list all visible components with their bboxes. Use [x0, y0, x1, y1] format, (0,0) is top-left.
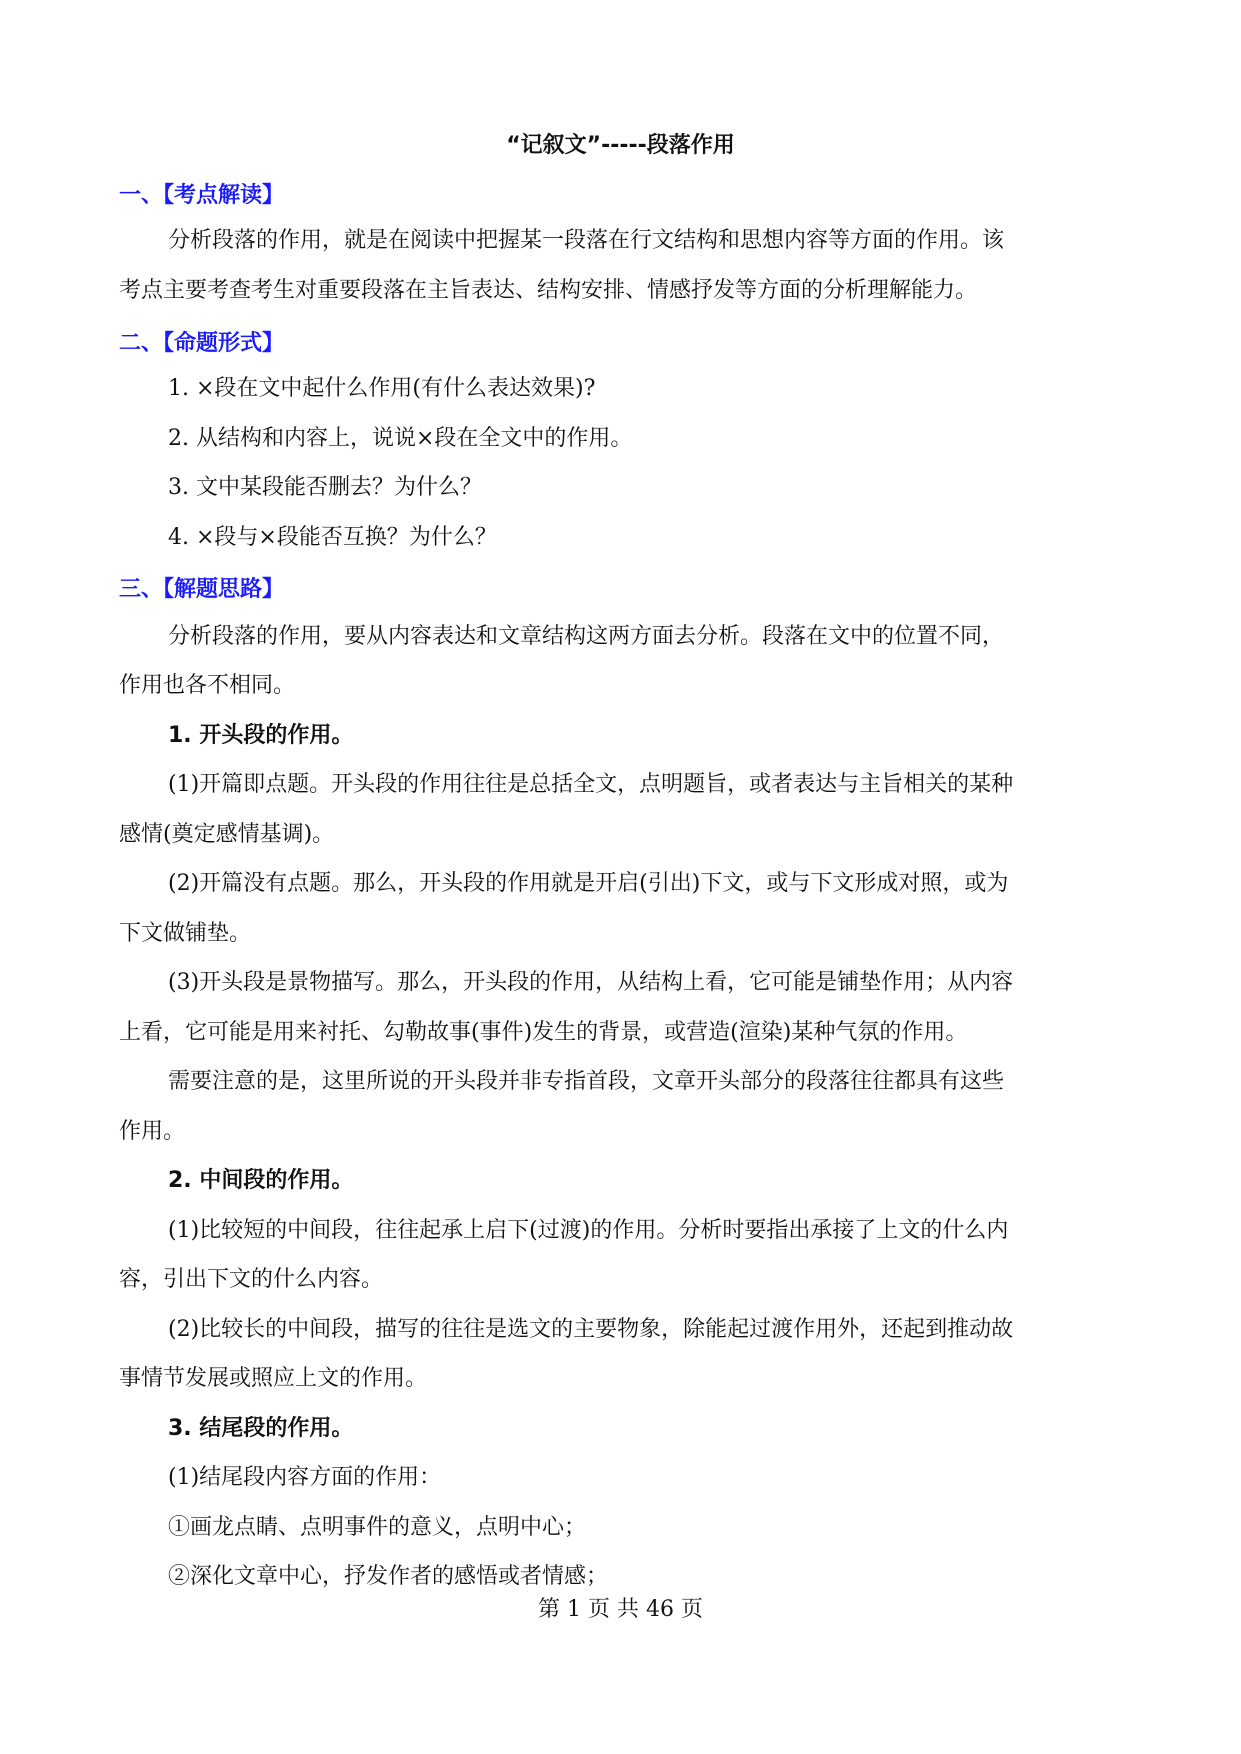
section-heading-3: 三、【解题思路】 — [119, 577, 285, 602]
question-item-2: 2. 从结构和内容上，说说×段在全文中的作用。 — [168, 426, 633, 451]
paragraph-line: (3)开头段是景物描写。那么，开头段的作用，从结构上看，它可能是铺垫作用；从内容 — [168, 970, 1014, 995]
paragraph-line: 作用也各不相同。 — [119, 673, 296, 698]
document-title: “记叙文”-----段落作用 — [506, 133, 735, 158]
paragraph-line: ①画龙点睛、点明事件的意义，点明中心； — [168, 1515, 587, 1540]
paragraph-line: 容，引出下文的什么内容。 — [119, 1267, 384, 1292]
question-item-3: 3. 文中某段能否删去？为什么？ — [168, 475, 482, 500]
page-footer: 第 1 页 共 46 页 — [538, 1597, 703, 1622]
question-item-1: 1. ×段在文中起什么作用(有什么表达效果)? — [168, 376, 596, 401]
paragraph-line: 分析段落的作用，要从内容表达和文章结构这两方面去分析。段落在文中的位置不同， — [168, 624, 1005, 649]
subheading-ending-paragraph: 3. 结尾段的作用。 — [168, 1416, 354, 1441]
paragraph-line: (1)开篇即点题。开头段的作用往往是总括全文，点明题旨，或者表达与主旨相关的某种 — [168, 772, 1014, 797]
paragraph-line: 分析段落的作用，就是在阅读中把握某一段落在行文结构和思想内容等方面的作用。该 — [168, 228, 1005, 253]
paragraph-line: (1)比较短的中间段，往往起承上启下(过渡)的作用。分析时要指出承接了上文的什么内 — [168, 1218, 1009, 1243]
paragraph-line: 感情(奠定感情基调)。 — [119, 822, 335, 847]
paragraph-line: (2)开篇没有点题。那么，开头段的作用就是开启(引出)下文，或与下文形成对照，或为 — [168, 871, 1009, 896]
subheading-opening-paragraph: 1. 开头段的作用。 — [168, 723, 354, 748]
section-heading-1: 一、【考点解读】 — [119, 183, 285, 208]
paragraph-line: ②深化文章中心，抒发作者的感悟或者情感； — [168, 1564, 609, 1589]
subheading-middle-paragraph: 2. 中间段的作用。 — [168, 1168, 354, 1193]
paragraph-line: (1)结尾段内容方面的作用： — [168, 1465, 442, 1490]
paragraph-line: 事情节发展或照应上文的作用。 — [119, 1366, 428, 1391]
paragraph-line: 作用。 — [119, 1119, 186, 1144]
section-heading-2: 二、【命题形式】 — [119, 331, 285, 356]
paragraph-line: (2)比较长的中间段，描写的往往是选文的主要物象，除能起过渡作用外，还起到推动故 — [168, 1317, 1014, 1342]
paragraph-line: 上看，它可能是用来衬托、勾勒故事(事件)发生的背景，或营造(渲染)某种气氛的作用。 — [119, 1020, 968, 1045]
paragraph-line: 需要注意的是，这里所说的开头段并非专指首段，文章开头部分的段落往往都具有这些 — [168, 1069, 1005, 1094]
paragraph-line: 下文做铺垫。 — [119, 921, 252, 946]
paragraph-line: 考点主要考查考生对重要段落在主旨表达、结构安排、情感抒发等方面的分析理解能力。 — [119, 278, 978, 303]
question-item-4: 4. ×段与×段能否互换？为什么？ — [168, 525, 497, 550]
